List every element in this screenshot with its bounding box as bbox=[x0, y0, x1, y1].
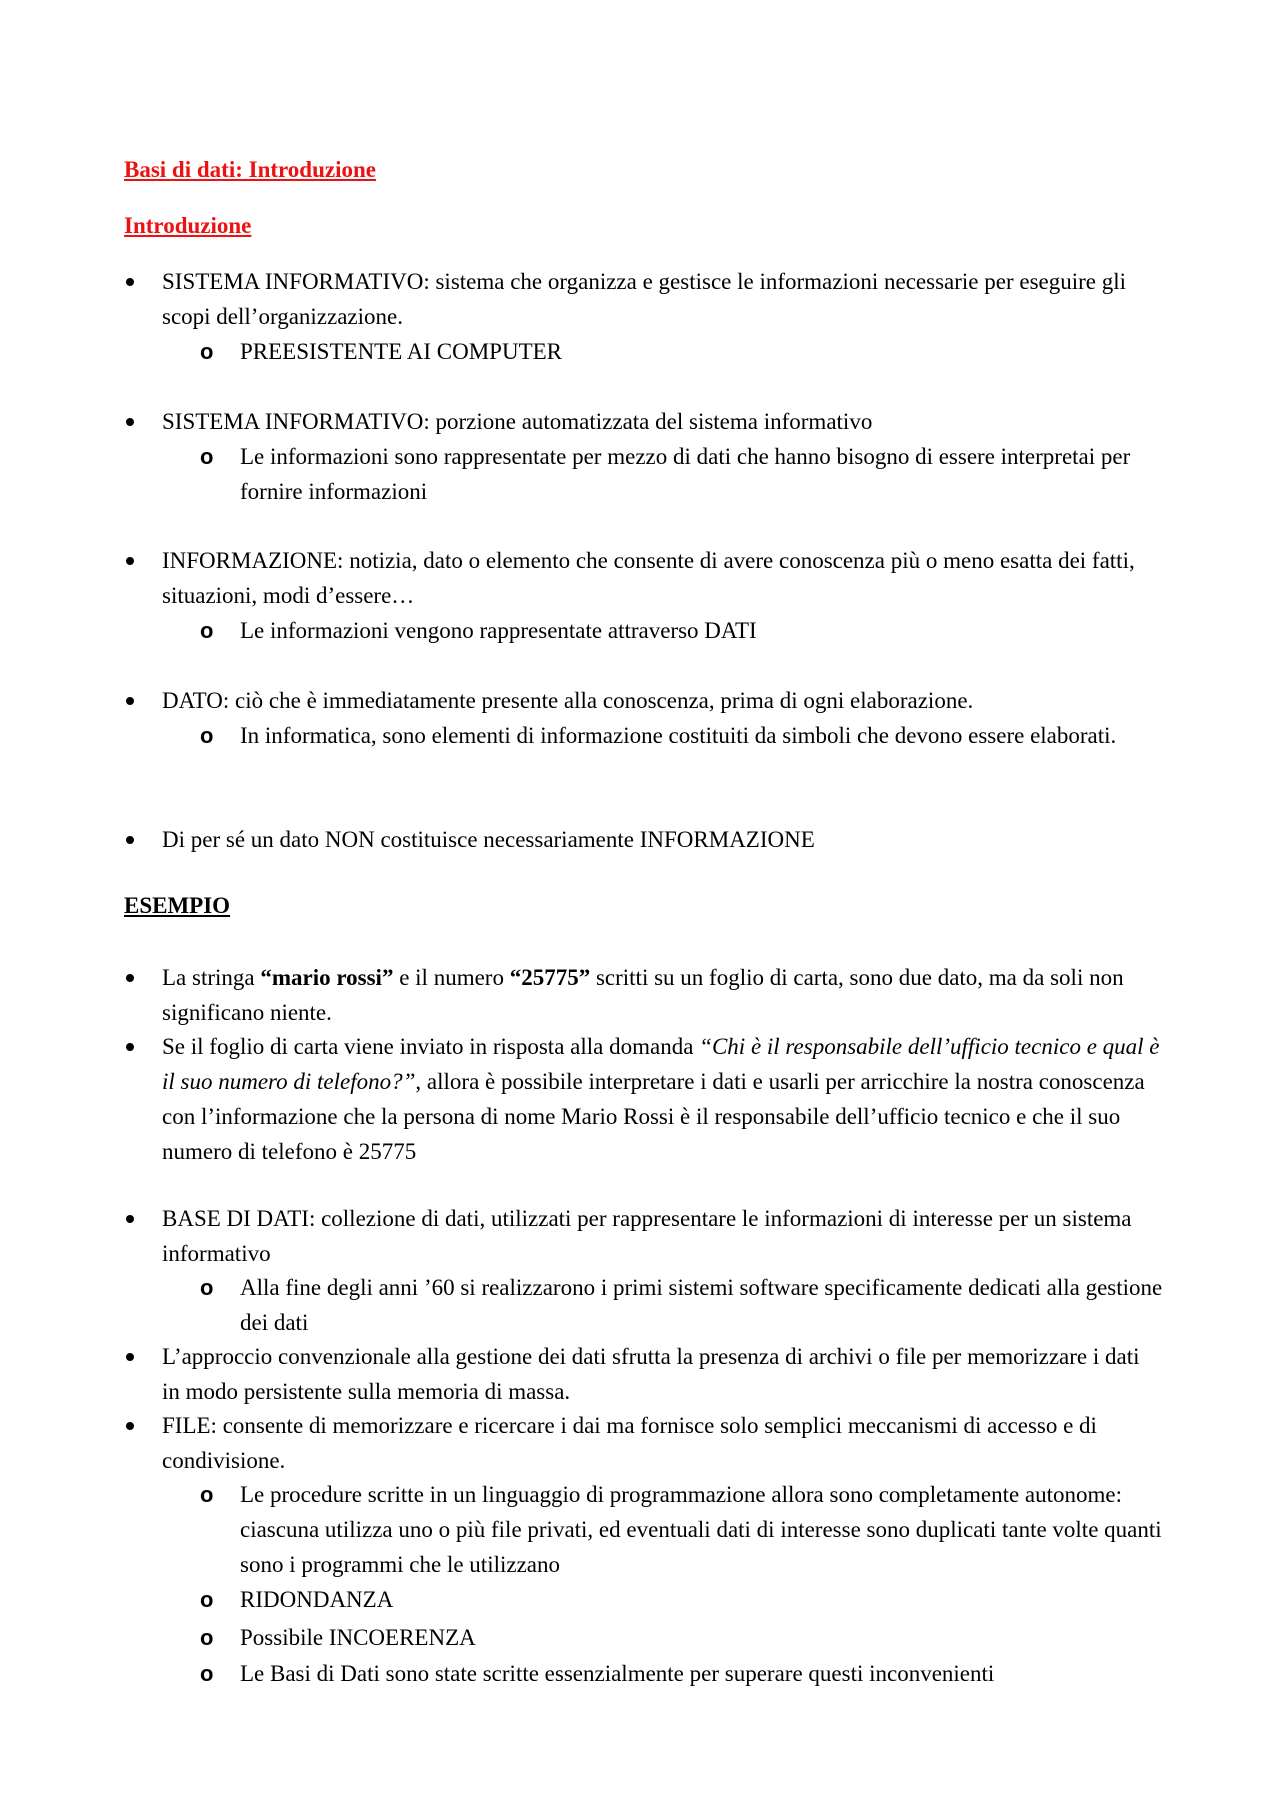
bullet-item bbox=[162, 1408, 1162, 1478]
bullet-text: La stringa “mario rossi” e il numero “25775” scritti su un foglio di carta, sono due dato, ma da soli non significano niente. bbox=[162, 965, 1124, 1025]
sub-bullet-icon: o bbox=[200, 618, 214, 643]
bullet-text: L’approccio convenzionale alla gestione dei dati sfrutta la presenza di archivi o file per memorizzare i dati in modo persistente sulla memoria di massa. bbox=[162, 1344, 1140, 1404]
sub-bullet-icon: o bbox=[200, 1482, 214, 1507]
bullet-item bbox=[162, 264, 1162, 334]
sub-bullet-icon: o bbox=[200, 444, 214, 469]
sub-bullet-text: Le procedure scritte in un linguaggio di programmazione allora sono completamente autonome: ciascuna utilizza uno o più file privati, ed eventuali dati di interesse sono duplicati tante volte quanti sono i programmi che le utilizzano bbox=[240, 1482, 1162, 1577]
sub-bullet-icon: o bbox=[200, 1275, 214, 1300]
bullet-item bbox=[162, 1201, 1162, 1271]
section-heading-esempio: ESEMPIO bbox=[124, 893, 231, 918]
bullet-text: FILE: consente di memorizzare e ricercare i dai ma fornisce solo semplici meccanismi di accesso e di condivisione. bbox=[162, 1413, 1097, 1473]
bullet-icon bbox=[126, 278, 134, 286]
bullet-icon bbox=[126, 836, 134, 844]
sub-bullet-item bbox=[200, 1270, 1170, 1340]
italic-question: “Chi è il responsabile dell’ufficio tecnico e qual è il suo numero di telefono?” bbox=[162, 1034, 1160, 1094]
sub-bullet-text: PREESISTENTE AI COMPUTER bbox=[240, 339, 563, 364]
document-title: Basi di dati: Introduzione bbox=[124, 157, 376, 182]
sub-bullet-item bbox=[200, 613, 1170, 648]
sub-bullet-item bbox=[200, 1477, 1170, 1582]
sub-bullet-item bbox=[200, 718, 1170, 753]
sub-bullet-icon: o bbox=[200, 1587, 214, 1612]
bullet-item bbox=[162, 1029, 1162, 1169]
bullet-item bbox=[162, 683, 1162, 718]
bullet-item bbox=[162, 960, 1162, 1030]
bullet-text: Se il foglio di carta viene inviato in risposta alla domanda “Chi è il responsabile dell’ufficio tecnico e qual è il suo numero di telefono?”, allora è possibile interpretare i dati e usarli per arricchire la nostra conoscenza con l’informazione che la persona di nome Mario Rossi è il responsabile dell’ufficio tecnico e che il suo numero di telefono è 25775 bbox=[162, 1034, 1160, 1164]
bullet-item bbox=[162, 822, 1162, 857]
sub-bullet-item bbox=[200, 334, 1170, 369]
sub-bullet-text: Le informazioni vengono rappresentate attraverso DATI bbox=[240, 618, 757, 643]
sub-bullet-icon: o bbox=[200, 1661, 214, 1686]
sub-bullet-icon: o bbox=[200, 339, 214, 364]
sub-bullet-item bbox=[200, 1582, 1170, 1617]
bullet-text: SISTEMA INFORMATIVO: sistema che organizza e gestisce le informazioni necessarie per eseguire gli scopi dell’organizzazione. bbox=[162, 269, 1127, 329]
sub-bullet-text: Le informazioni sono rappresentate per mezzo di dati che hanno bisogno di essere interpretai per fornire informazioni bbox=[240, 444, 1131, 504]
sub-bullet-text: RIDONDANZA bbox=[240, 1587, 394, 1612]
sub-bullet-text: In informatica, sono elementi di informazione costituiti da simboli che devono essere elaborati. bbox=[240, 723, 1117, 748]
bullet-icon bbox=[126, 557, 134, 565]
bullet-icon bbox=[126, 697, 134, 705]
sub-bullet-item bbox=[200, 1620, 1170, 1655]
bullet-icon bbox=[126, 974, 134, 982]
bullet-text: INFORMAZIONE: notizia, dato o elemento che consente di avere conoscenza più o meno esatta dei fatti, situazioni, modi d’essere… bbox=[162, 548, 1135, 608]
bullet-icon bbox=[126, 1422, 134, 1430]
bullet-icon bbox=[126, 1353, 134, 1361]
bullet-text: SISTEMA INFORMATIVO: porzione automatizzata del sistema informativo bbox=[162, 409, 873, 434]
bold-number: “25775” bbox=[509, 965, 591, 990]
sub-bullet-text: Le Basi di Dati sono state scritte essenzialmente per superare questi inconvenienti bbox=[240, 1661, 995, 1686]
bullet-text: DATO: ciò che è immediatamente presente alla conoscenza, prima di ogni elaborazione. bbox=[162, 688, 974, 713]
bold-string: “mario rossi” bbox=[260, 965, 394, 990]
sub-bullet-icon: o bbox=[200, 723, 214, 748]
bullet-icon bbox=[126, 418, 134, 426]
sub-bullet-item bbox=[200, 439, 1170, 509]
sub-bullet-item bbox=[200, 1656, 1170, 1691]
bullet-item bbox=[162, 404, 1162, 439]
sub-bullet-text: Possibile INCOERENZA bbox=[240, 1625, 476, 1650]
bullet-item bbox=[162, 1339, 1162, 1409]
bullet-text: BASE DI DATI: collezione di dati, utilizzati per rappresentare le informazioni di interesse per un sistema informativo bbox=[162, 1206, 1132, 1266]
bullet-text: Di per sé un dato NON costituisce necessariamente INFORMAZIONE bbox=[162, 827, 815, 852]
bullet-item bbox=[162, 543, 1162, 613]
bullet-icon bbox=[126, 1043, 134, 1051]
sub-bullet-icon: o bbox=[200, 1625, 214, 1650]
section-heading-introduzione: Introduzione bbox=[124, 213, 252, 238]
sub-bullet-text: Alla fine degli anni ’60 si realizzarono i primi sistemi software specificamente dedicati alla gestione dei dati bbox=[240, 1275, 1163, 1335]
bullet-icon bbox=[126, 1215, 134, 1223]
